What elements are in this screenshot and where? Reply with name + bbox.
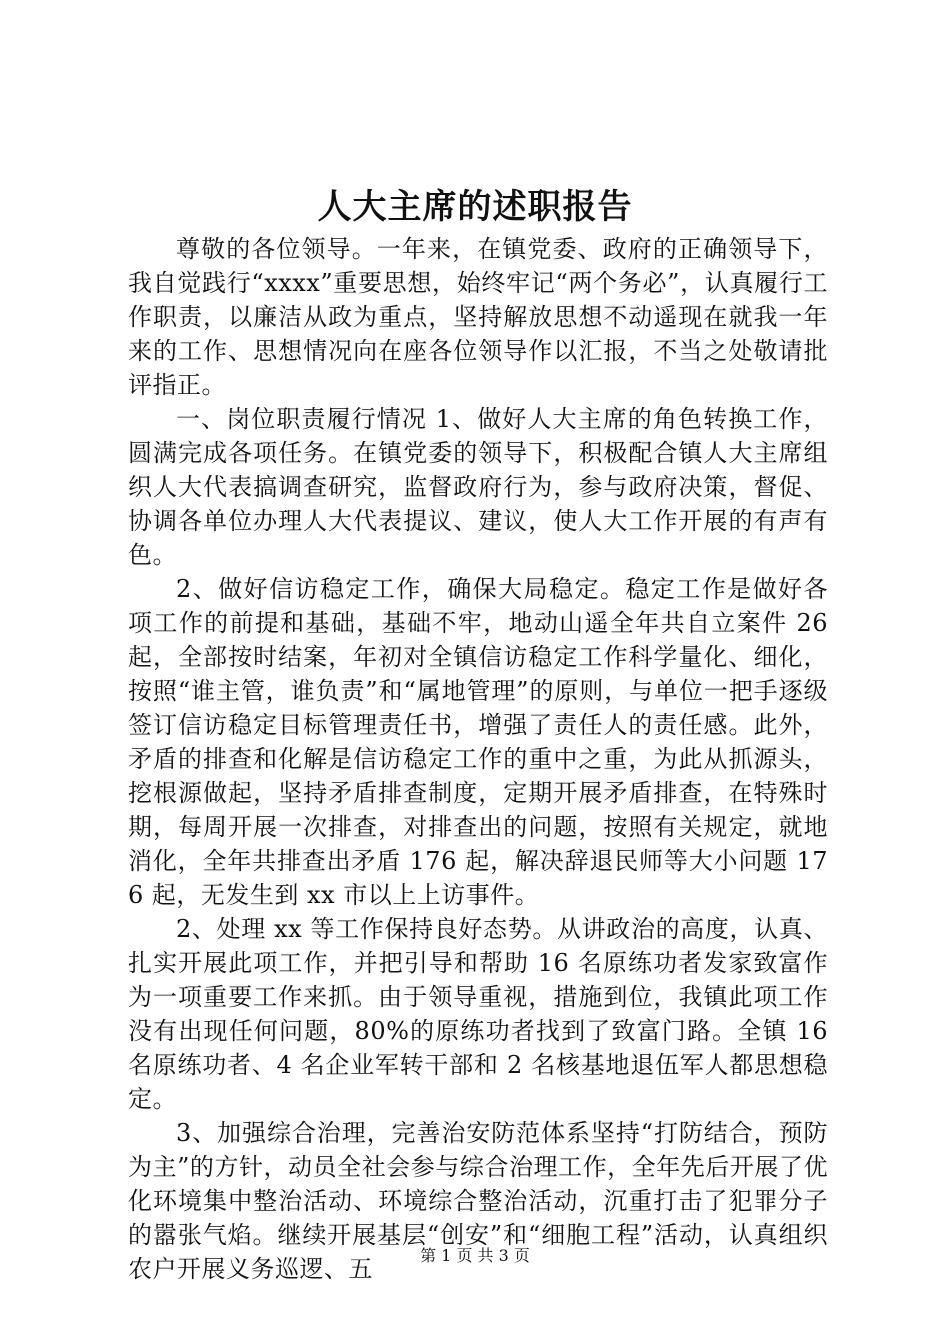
document-body <box>128 232 828 1286</box>
paragraph-petition-stability: 2、做好信访稳定工作，确保大局稳定。稳定工作是做好各项工作的前提和基础，基础不牢，地动山遥全年共自立案件 26 起，全部按时结案，年初对全镇信访稳定工作科学量化、细化，按照“谁主管，谁负责”和“属地管理”的原则，与单位一把手逐级签订信访稳定目标管理责任书，增强了责任人的责任感。此外，矛盾的排查和化解是信访稳定工作的重中之重，为此从抓源头，挖根源做起，坚持矛盾排查制度，定期开展矛盾排查，在特殊时期，每周开展一次排查，对排查出的问题，按照有关规定，就地消化，全年共排查出矛盾 176 起，解决辞退民师等大小问题 176 起，无发生到 xx 市以上上访事件。 <box>128 575 828 909</box>
paragraph-intro: 尊敬的各位领导。一年来，在镇党委、政府的正确领导下，我自觉践行“xxxx”重要思想，始终牢记“两个务必”，认真履行工作职责，以廉洁从政为重点，坚持解放思想不动遥现在就我一年来的工作、思想情况向在座各位领导作以汇报，不当之处敬请批评指正。 <box>128 235 828 399</box>
paragraph-comprehensive-governance: 3、加强综合治理，完善治安防范体系坚持“打防结合，预防为主”的方针，动员全社会参与综合治理工作，全年先后开展了优化环境集中整治活动、环境综合整治活动，沉重打击了犯罪分子的嚣张气焰。继续开展基层“创安”和“细胞工程”活动，认真组织农户开展义务巡逻、五 <box>128 1119 828 1283</box>
document-title: 人大主席的述职报告 <box>317 187 633 227</box>
paragraph-section-1: 一、岗位职责履行情况 1、做好人大主席的角色转换工作，圆满完成各项任务。在镇党委的领导下，积极配合镇人大主席组织人大代表搞调查研究，监督政府行为，参与政府决策，督促、协调各单位办理人大代表提议、建议，使人大工作开展的有声有色。 <box>128 405 828 569</box>
paragraph-xx-handling: 2、处理 xx 等工作保持良好态势。从讲政治的高度，认真、扎实开展此项工作，并把引导和帮助 16 名原练功者发家致富作为一项重要工作来抓。由于领导重视，措施到位，我镇此项工作没有出现任何问题，80%的原练功者找到了致富门路。全镇 16 名原练功者、4 名企业军转干部和 2 名核基地退伍军人都思想稳定。 <box>128 915 828 1113</box>
page-footer: 第 1 页 共 3 页 <box>420 1246 530 1265</box>
